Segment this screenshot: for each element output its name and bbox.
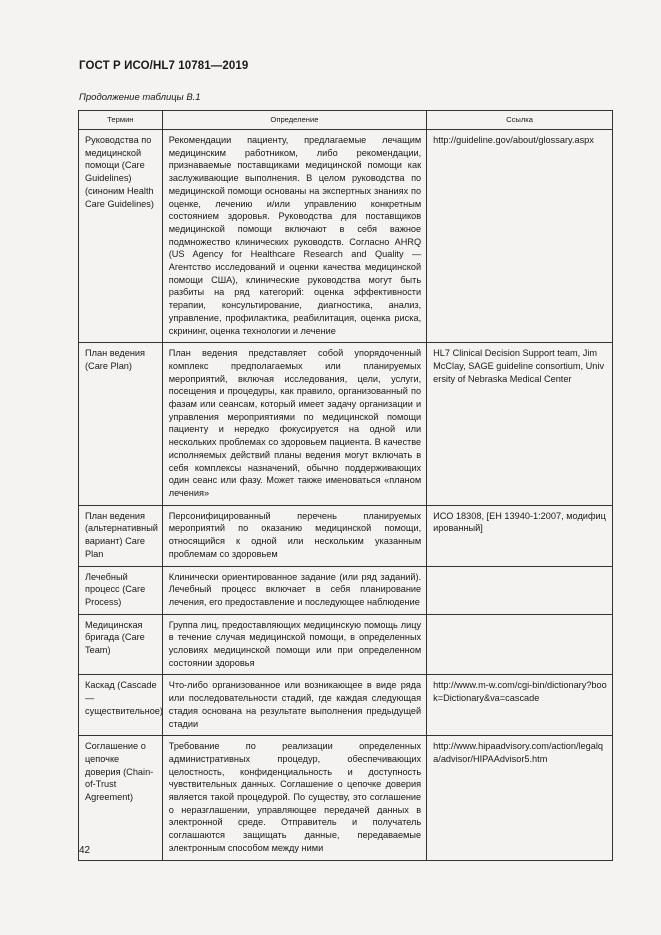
definition-cell: Что-либо организованное или возникающее в виде ряда или последовательности стадий, где каждая следующая стадия основана на результате выполнения предыдущей стадии xyxy=(162,675,426,736)
table-row xyxy=(79,130,613,343)
reference-cell: ИСО 18308, [ЕН 13940-1:2007, модифицированный] xyxy=(427,505,613,566)
page-number: 42 xyxy=(79,845,91,856)
reference-cell xyxy=(427,614,613,675)
reference-cell: http://www.hipaadvisory.com/action/legalqa/advisor/HIPAAdvisor5.htm xyxy=(427,736,613,860)
definition-cell: Персонифицированный перечень планируемых мероприятий по оказанию медицинской помощи, относящийся к одной или нескольким указанным проблемам со здоровьем xyxy=(162,505,426,566)
term-cell: План ведения (альтернативный вариант) Care Plan xyxy=(79,505,163,566)
glossary-table xyxy=(78,110,613,861)
reference-cell: HL7 Clinical Decision Support team, Jim McClay, SAGE guideline consortium, University of Nebraska Medical Center xyxy=(427,343,613,505)
definition-cell: Рекомендации пациенту, предлагаемые лечащим медицинским работником, либо рекомендации, признаваемые поставщиками медицинской помощи как заслуживающие выполнения. В целом руководства по медицинской помощи основаны на экспертных знаниях по оценке, лечению и/или управлению конкретным состоянием здоровья. Руководства для поставщиков медицинской помощи включают в себя важное подмножество клинических руководств. Согласно AHRQ (US Agency for Healthcare Research and Quality — Агентство исследований и оценки качества медицинской помощи США), клинические руководства могут быть разбиты на ряд категорий: оценка эффективности терапии, консультирование, диагностика, анализ, управление, профилактика, реабилитация, оценка риска, скрининг, оценка технологии и лечение xyxy=(162,130,426,343)
term-cell: Медицинская бригада (Care Team) xyxy=(79,614,163,675)
table-row xyxy=(79,566,613,614)
table-row xyxy=(79,675,613,736)
term-cell: Соглашение о цепочке доверия (Chain-of-Trust Agreement) xyxy=(79,736,163,860)
column-header-reference: Ссылка xyxy=(427,111,613,130)
definition-cell: План ведения представляет собой упорядоченный комплекс предполагаемых или планируемых мероприятий, включая исследования, цели, услуги, посещения и процедуры, как правило, организованный по фазам или сеансам, который имеет задачу организации и управления мероприятиями по медицинской помощи пациенту и нередко фокусируется на одной или нескольких проблемах со здоровьем пациента. В качестве исполняемых действий планы ведения могут включать в себя комплексы назначений, обычно поддерживающих один сеанс или фазу. Может также именоваться «планом лечения» xyxy=(162,343,426,505)
term-cell: План ведения (Care Plan) xyxy=(79,343,163,505)
reference-cell: http://www.m-w.com/cgi-bin/dictionary?book=Dictionary&va=cascade xyxy=(427,675,613,736)
definition-cell: Требование по реализации определенных административных процедур, обеспечивающих целостность, конфиденциальность и доступность чувствительных данных. Соглашение о цепочке доверия является такой процедурой. По существу, это соглашение о неразглашении, управляющее передачей данных в электронной среде. Отправитель и получатель соглашаются защищать данные, передаваемые электронным способом между ними xyxy=(162,736,426,860)
definition-cell: Группа лиц, предоставляющих медицинскую помощь лицу в течение случая медицинской помощи, в определенных условиях медицинской помощи или при определенном состоянии здоровья xyxy=(162,614,426,675)
table-row xyxy=(79,343,613,505)
document-header: ГОСТ Р ИСО/HL7 10781—2019 xyxy=(79,60,249,72)
column-header-term: Термин xyxy=(79,111,163,130)
term-cell: Лечебный процесс (Care Process) xyxy=(79,566,163,614)
table-row xyxy=(79,614,613,675)
table-row xyxy=(79,736,613,860)
reference-cell: http://guideline.gov/about/glossary.aspx xyxy=(427,130,613,343)
table-caption: Продолжение таблицы B.1 xyxy=(79,92,201,103)
table-row xyxy=(79,505,613,566)
definition-cell: Клинически ориентированное задание (или ряд заданий). Лечебный процесс включает в себя планирование лечения, его предоставление и последующее наблюдение xyxy=(162,566,426,614)
table-header-row xyxy=(79,111,613,130)
column-header-definition: Определение xyxy=(162,111,426,130)
term-cell: Руководства по медицинской помощи (Care Guidelines) (синоним Health Care Guidelines) xyxy=(79,130,163,343)
reference-cell xyxy=(427,566,613,614)
term-cell: Каскад (Cascade — существительное) xyxy=(79,675,163,736)
